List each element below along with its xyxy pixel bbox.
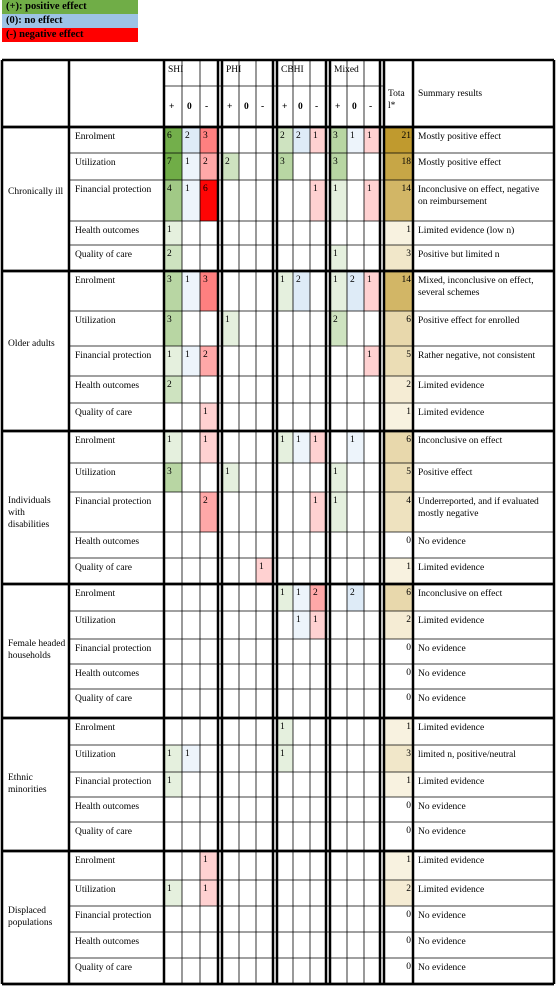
effect-count-cell: 1 (164, 772, 182, 797)
summary-text: Positive effect (418, 468, 473, 478)
effect-count-cell: 2 (200, 346, 218, 376)
outcome-label: Quality of care (75, 563, 132, 573)
effect-count-cell: 2 (310, 584, 326, 611)
effect-count-cell: 1 (330, 245, 347, 271)
total-cell: 0 (406, 801, 411, 811)
effect-count-cell: 6 (200, 180, 218, 221)
summary-header: Summary results (418, 89, 483, 99)
outcome-label: Utilization (75, 616, 116, 626)
scheme-header: CBHI (281, 65, 304, 75)
effect-count-cell: 1 (277, 271, 293, 311)
total-cell: 5 (384, 463, 413, 492)
effect-count-cell: 2 (200, 492, 218, 532)
effect-count-cell: 3 (277, 153, 293, 180)
outcome-label: Enrolment (75, 132, 116, 142)
group-label: Ethnic minorities (8, 772, 47, 795)
total-cell: 0 (406, 962, 411, 972)
summary-text: Inconclusive on effect, negative on reimbursement (418, 185, 540, 207)
total-cell: 3 (384, 245, 413, 271)
outcome-label: Quality of care (75, 963, 132, 973)
total-cell: 0 (406, 910, 411, 920)
effect-count-cell: 1 (164, 346, 182, 376)
outcome-label: Financial protection (75, 777, 152, 787)
effect-count-cell: 1 (293, 611, 310, 639)
outcome-label: Enrolment (75, 589, 116, 599)
effect-count-cell: 1 (277, 718, 293, 745)
summary-text: No evidence (418, 802, 466, 812)
summary-text: Limited evidence (418, 563, 485, 573)
summary-text: Limited evidence (418, 616, 485, 626)
outcome-label: Quality of care (75, 408, 132, 418)
effect-count-cell: 1 (222, 311, 239, 346)
sign-header: - (369, 102, 373, 112)
sign-header: + (169, 102, 175, 112)
summary-text: Underreported, and if evaluated mostly negative (418, 497, 539, 519)
effect-count-cell: 3 (200, 127, 218, 153)
effect-count-cell: 2 (277, 127, 293, 153)
sign-header: + (282, 102, 288, 112)
summary-text: Limited evidence (418, 885, 485, 895)
effect-count-cell: 1 (310, 127, 326, 153)
summary-text: Limited evidence (418, 723, 485, 733)
summary-text: Positive effect for enrolled (418, 316, 520, 326)
summary-text: No evidence (418, 827, 466, 837)
summary-text: Limited evidence (418, 777, 485, 787)
summary-text: Limited evidence (418, 856, 485, 866)
summary-text: No evidence (418, 694, 466, 704)
effect-count-cell: 2 (347, 584, 364, 611)
effect-count-cell: 1 (182, 153, 200, 180)
outcome-label: Health outcomes (75, 669, 140, 679)
total-header: Tota l* (388, 89, 405, 111)
effect-count-cell: 1 (164, 221, 182, 245)
outcome-label: Enrolment (75, 276, 116, 286)
effect-count-cell: 1 (310, 431, 326, 463)
effect-count-cell: 1 (200, 403, 218, 431)
outcome-label: Enrolment (75, 856, 116, 866)
summary-text: Rather negative, not consistent (418, 351, 536, 361)
total-cell: 14 (384, 180, 413, 221)
effect-count-cell: 1 (182, 346, 200, 376)
effect-count-cell: 1 (277, 584, 293, 611)
outcome-label: Health outcomes (75, 226, 140, 236)
sign-header: 0 (244, 102, 249, 112)
outcome-label: Utilization (75, 750, 116, 760)
outcome-label: Quality of care (75, 694, 132, 704)
effect-count-cell: 1 (182, 180, 200, 221)
effect-count-cell: 2 (200, 153, 218, 180)
scheme-header: Mixed (334, 65, 359, 75)
total-cell: 3 (384, 745, 413, 772)
summary-text: Inconclusive on effect (418, 436, 503, 446)
effect-count-cell: 1 (200, 880, 218, 906)
effect-count-cell: 1 (164, 745, 182, 772)
effect-count-cell: 1 (347, 431, 364, 463)
outcome-label: Financial protection (75, 185, 152, 195)
outcome-label: Utilization (75, 468, 116, 478)
effect-count-cell: 1 (364, 127, 380, 153)
total-cell: 18 (384, 153, 413, 180)
summary-text: No evidence (418, 911, 466, 921)
sign-header: - (261, 102, 265, 112)
group-label: Female headed households (8, 639, 66, 661)
effect-count-cell: 1 (310, 492, 326, 532)
outcome-label: Enrolment (75, 436, 116, 446)
effect-count-cell: 1 (330, 492, 347, 532)
effect-count-cell: 2 (330, 311, 347, 346)
summary-text: Mostly positive effect (418, 132, 502, 142)
effect-count-cell: 1 (293, 431, 310, 463)
effect-count-cell: 1 (182, 745, 200, 772)
effect-count-cell: 1 (330, 463, 347, 492)
outcome-label: Utilization (75, 316, 116, 326)
effect-count-cell: 1 (364, 346, 380, 376)
total-cell: 5 (384, 346, 413, 376)
summary-text: Limited evidence (low n) (418, 226, 515, 236)
summary-text: Limited evidence (418, 408, 485, 418)
effect-count-cell: 2 (293, 271, 310, 311)
total-cell: 1 (384, 558, 413, 584)
sign-header: 0 (187, 102, 192, 112)
sign-header: - (205, 102, 209, 112)
effect-count-cell: 6 (164, 127, 182, 153)
summary-text: No evidence (418, 537, 466, 547)
outcome-label: Utilization (75, 885, 116, 895)
group-label: Individuals with disabilities (8, 495, 51, 530)
summary-text: Mixed, inconclusive on effect, several schemes (418, 276, 534, 298)
effect-count-cell: 2 (182, 127, 200, 153)
effect-count-cell: 4 (164, 180, 182, 221)
effect-count-cell: 1 (347, 127, 364, 153)
effect-count-cell: 1 (222, 463, 239, 492)
effect-count-cell: 3 (200, 271, 218, 311)
effect-count-cell: 1 (182, 271, 200, 311)
total-cell: 1 (384, 221, 413, 245)
group-label: Chronically ill (8, 187, 64, 197)
outcome-label: Enrolment (75, 723, 116, 733)
group-label: Displaced populations (8, 905, 53, 928)
scheme-header: SHI (168, 65, 184, 75)
sign-header: - (315, 102, 319, 112)
summary-text: Positive but limited n (418, 250, 500, 260)
total-cell: 1 (384, 403, 413, 431)
effect-count-cell: 3 (164, 463, 182, 492)
effect-count-cell: 2 (164, 376, 182, 403)
effect-count-cell: 1 (310, 611, 326, 639)
effect-count-cell: 3 (330, 153, 347, 180)
scheme-header: PHI (226, 65, 242, 75)
effect-count-cell: 1 (200, 431, 218, 463)
total-cell: 0 (406, 536, 411, 546)
effect-count-cell: 1 (310, 180, 326, 221)
effect-count-cell: 1 (164, 431, 182, 463)
effect-count-cell: 2 (222, 153, 239, 180)
total-cell: 2 (384, 611, 413, 639)
legend-positive: (+): positive effect (2, 0, 138, 14)
total-cell: 6 (384, 584, 413, 611)
outcome-label: Financial protection (75, 911, 152, 921)
total-cell: 0 (406, 668, 411, 678)
summary-text: No evidence (418, 963, 466, 973)
effect-count-cell: 1 (164, 880, 182, 906)
outcome-label: Health outcomes (75, 937, 140, 947)
outcome-label: Health outcomes (75, 802, 140, 812)
outcome-label: Quality of care (75, 827, 132, 837)
effect-count-cell: 2 (164, 245, 182, 271)
total-cell: 1 (384, 772, 413, 797)
effect-count-cell: 7 (164, 153, 182, 180)
total-cell: 1 (384, 851, 413, 880)
summary-text: limited n, positive/neutral (418, 750, 516, 760)
total-cell: 21 (384, 127, 413, 153)
outcome-label: Financial protection (75, 351, 152, 361)
total-cell: 0 (406, 936, 411, 946)
sign-header: 0 (352, 102, 357, 112)
effect-count-cell: 3 (164, 311, 182, 346)
effect-count-cell: 1 (364, 271, 380, 311)
group-label: Older adults (8, 339, 55, 349)
total-cell: 6 (384, 311, 413, 346)
effect-count-cell: 1 (200, 851, 218, 880)
effect-count-cell: 1 (256, 558, 273, 584)
effect-count-cell: 3 (164, 271, 182, 311)
summary-text: No evidence (418, 644, 466, 654)
legend-negative: (-) negative effect (2, 28, 138, 42)
effect-count-cell: 1 (330, 271, 347, 311)
total-cell: 6 (384, 431, 413, 463)
total-cell: 2 (384, 376, 413, 403)
total-cell: 0 (406, 693, 411, 703)
total-cell: 14 (384, 271, 413, 311)
effect-count-cell: 2 (347, 271, 364, 311)
summary-text: Limited evidence (418, 381, 485, 391)
total-cell: 1 (384, 718, 413, 745)
sign-header: + (227, 102, 233, 112)
effect-count-cell: 2 (293, 127, 310, 153)
legend-neutral: (0): no effect (2, 14, 138, 28)
effect-count-cell: 1 (293, 584, 310, 611)
total-cell: 2 (384, 880, 413, 906)
effect-count-cell: 1 (330, 180, 347, 221)
summary-text: Inconclusive on effect (418, 589, 503, 599)
summary-text: No evidence (418, 937, 466, 947)
total-cell: 0 (406, 643, 411, 653)
effect-count-cell: 3 (330, 127, 347, 153)
summary-text: No evidence (418, 669, 466, 679)
sign-header: 0 (298, 102, 303, 112)
outcome-label: Health outcomes (75, 381, 140, 391)
outcome-label: Financial protection (75, 497, 152, 507)
outcome-label: Financial protection (75, 644, 152, 654)
outcome-label: Quality of care (75, 250, 132, 260)
total-cell: 4 (384, 492, 413, 532)
effect-count-cell: 1 (364, 180, 380, 221)
sign-header: + (335, 102, 341, 112)
effect-count-cell: 1 (277, 745, 293, 772)
summary-text: Mostly positive effect (418, 158, 502, 168)
effect-count-cell: 1 (277, 431, 293, 463)
outcome-label: Utilization (75, 158, 116, 168)
total-cell: 0 (406, 826, 411, 836)
outcome-label: Health outcomes (75, 537, 140, 547)
